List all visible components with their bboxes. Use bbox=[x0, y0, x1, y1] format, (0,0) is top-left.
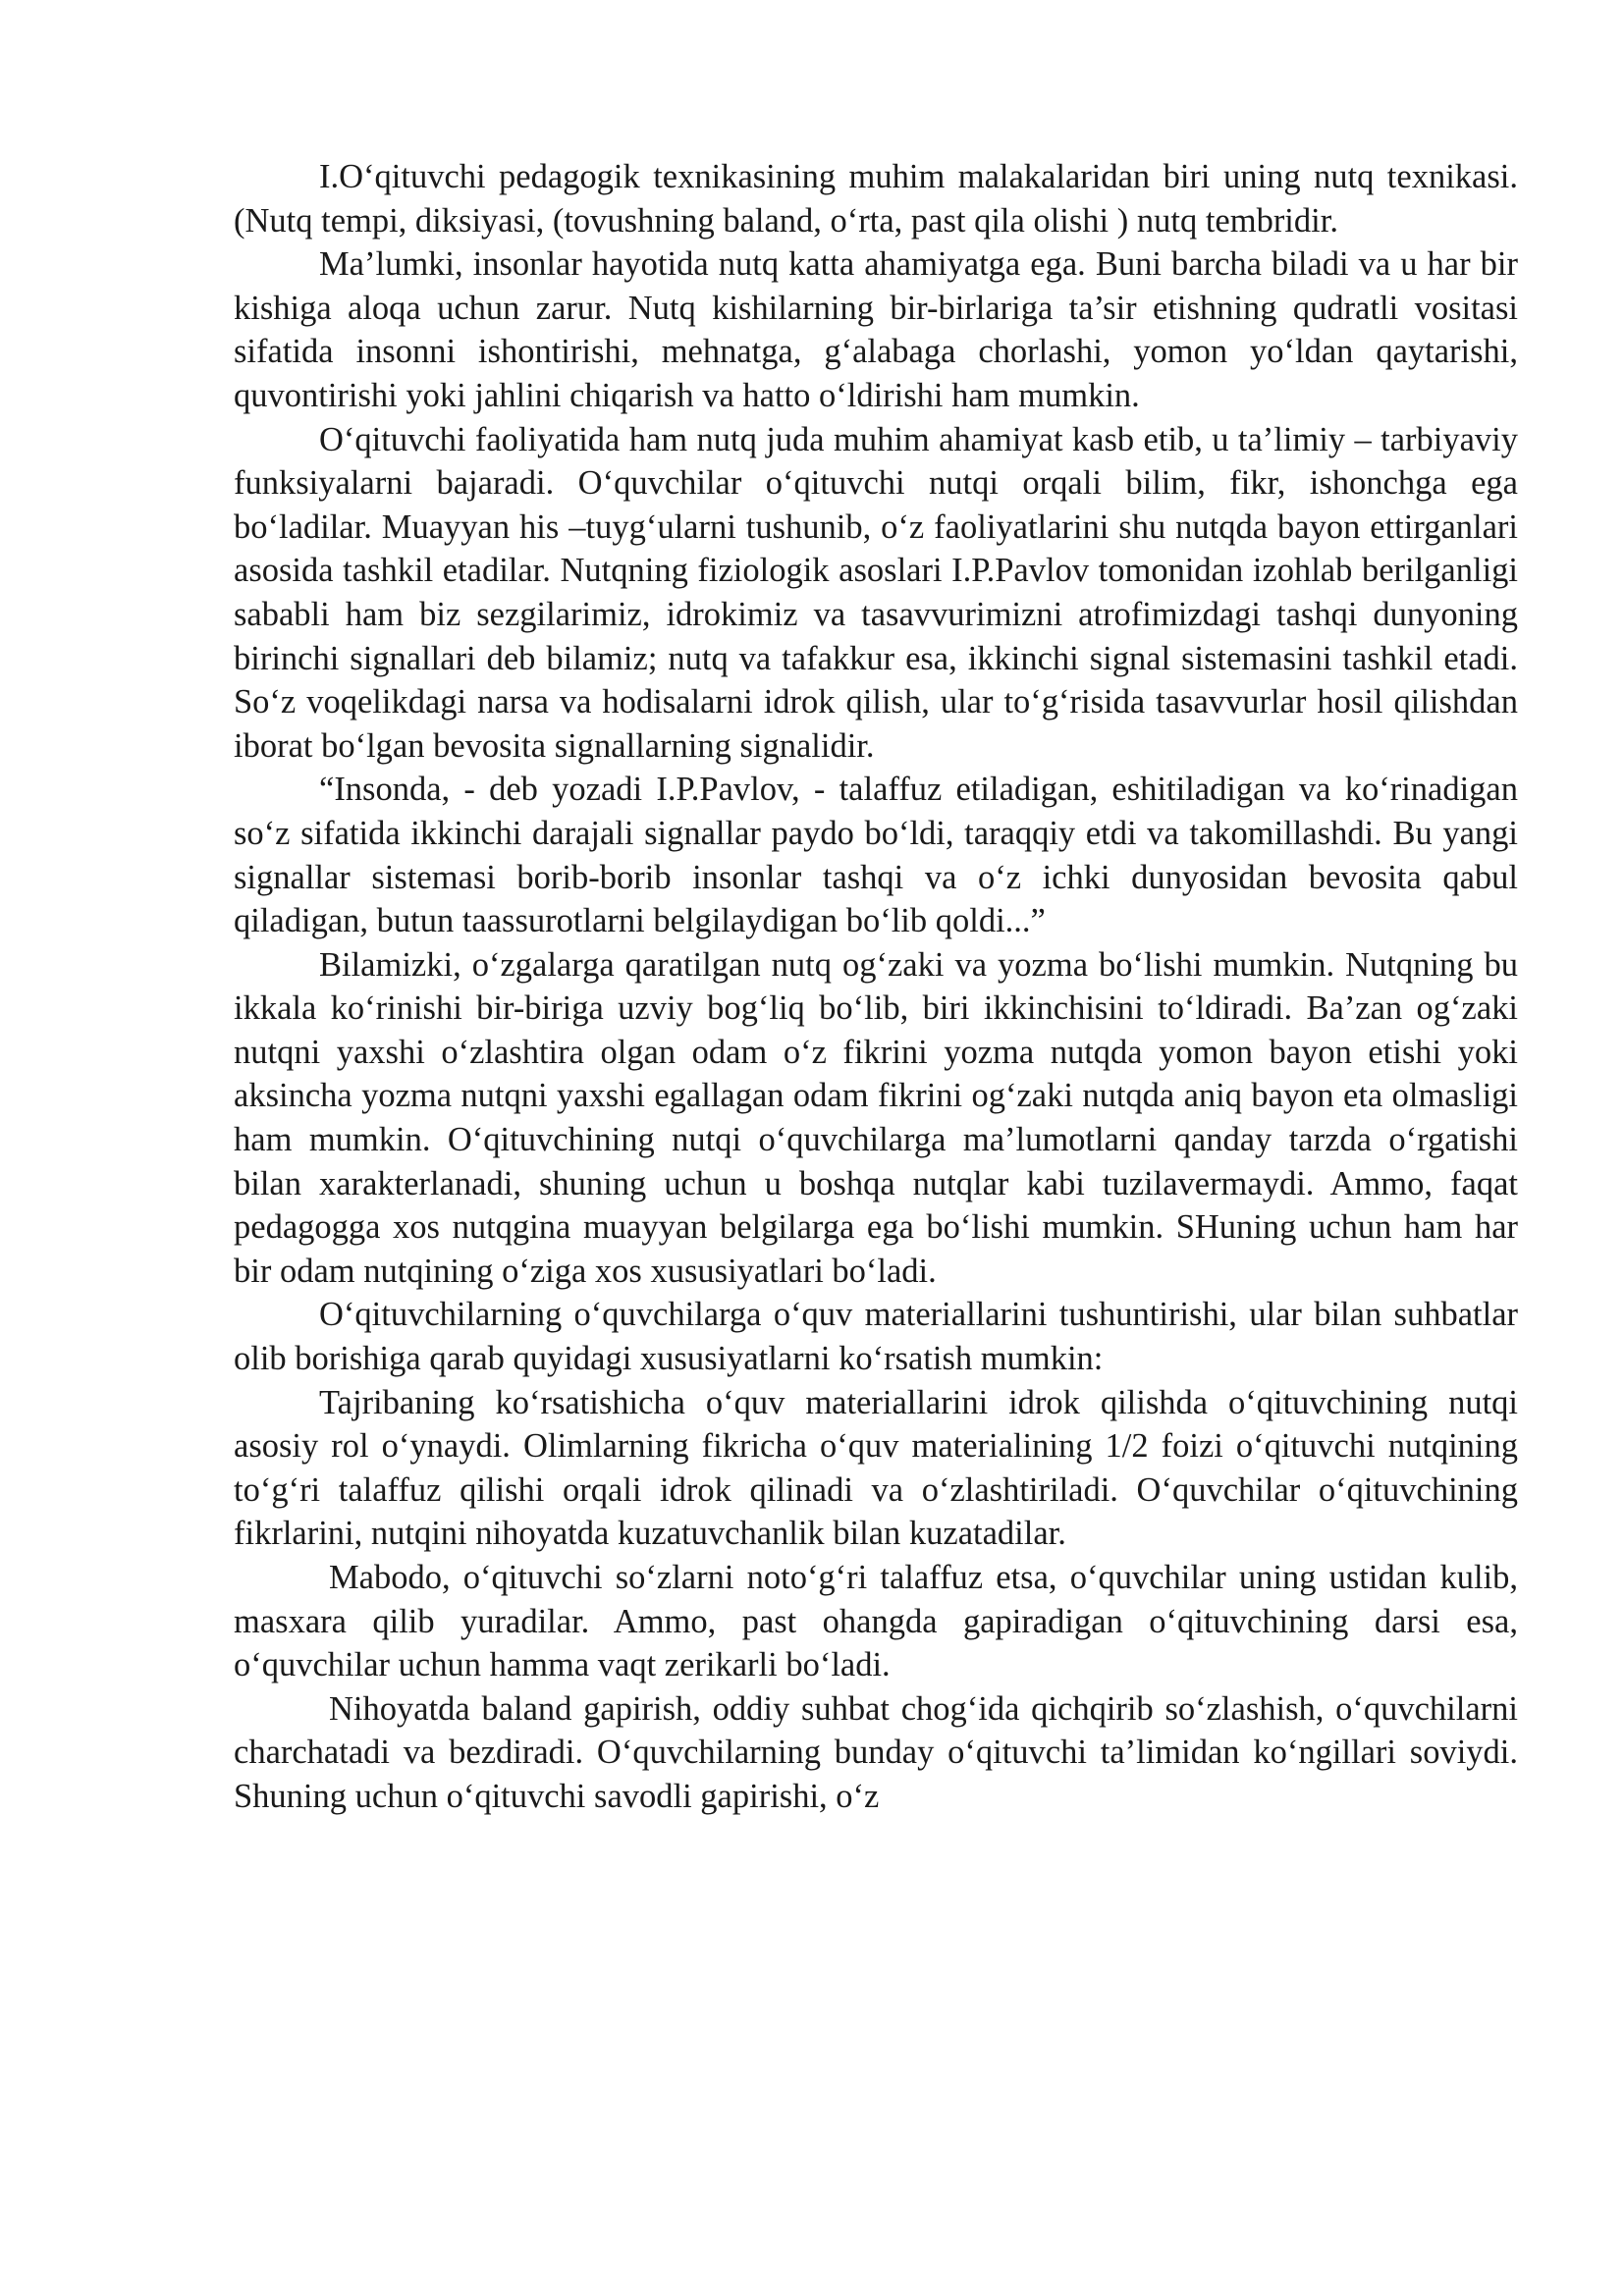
paragraph-6: O‘qituvchilarning o‘quvchilarga o‘quv materiallarini tushuntirishi, ular bilan suhbatlar olib borishiga qarab quyidagi xususiyatlarni ko‘rsatish mumkin: bbox=[234, 1296, 1518, 1378]
paragraph-7: Tajribaning ko‘rsatishicha o‘quv materiallarini idrok qilishda o‘qituvchining nutqi asosiy rol o‘ynaydi. Olimlarning fikricha o‘quv materialining 1/2 foizi o‘qituvchi nutqining to‘g‘ri talaffuz qilishi orqali idrok qilinadi va o‘zlashtiriladi. O‘quvchilar o‘qituvchining fikrlarini, nutqini nihoyatda kuzatuvchanlik bilan kuzatadilar. bbox=[234, 1383, 1518, 1553]
paragraph-5: Bilamizki, o‘zgalarga qaratilgan nutq og‘zaki va yozma bo‘lishi mumkin. Nutqning bu ikkala ko‘rinishi bir-biriga uzviy bog‘liq bo‘lib, biri ikkinchisini to‘ldiradi. Ba’zan og‘zaki nutqni yaxshi o‘zlashtira olgan odam o‘z fikrini yozma nutqda yomon bayon etishi yoki aksincha yozma nutqni yaxshi egallagan odam fikrini og‘zaki nutqda aniq bayon eta olmasligi ham mumkin. O‘qituvchining nutqi o‘quvchilarga ma’lumotlarni qanday tarzda o‘rgatishi bilan xarakterlanadi, shuning uchun u boshqa nutqlar kabi tuzilavermaydi. Ammo, faqat pedagogga xos nutqgina muayyan belgilarga ega bo‘lishi mumkin. SHuning uchun ham har bir odam nutqining o‘ziga xos xususiyatlari bo‘ladi. bbox=[234, 945, 1518, 1290]
paragraph-8: Mabodo, o‘qituvchi so‘zlarni noto‘g‘ri talaffuz etsa, o‘quvchilar uning ustidan kulib, masxara qilib yuradilar. Ammo, past ohangda gapiradigan o‘qituvchining darsi esa, o‘quvchilar uchun hamma vaqt zerikarli bo‘ladi. bbox=[234, 1559, 1518, 1684]
paragraph-3: O‘qituvchi faoliyatida ham nutq juda muhim ahamiyat kasb etib, u ta’limiy – tarbiyaviy funksiyalarni bajaradi. O‘quvchilar o‘qituvchi nutqi orqali bilim, fikr, ishonchga ega bo‘ladilar. Muayyan his –tuyg‘ularni tushunib, o‘z faoliyatlarini shu nutqda bayon ettirganlari asosida tashkil etadilar. Nutqning fiziologik asoslari I.P.Pavlov tomonidan izohlab berilganligi sababli ham biz sezgilarimiz, idrokimiz va tasavvurimizni atrofimizdagi tashqi dunyoning birinchi signallari deb bilamiz; nutq va tafakkur esa, ikkinchi signal sistemasini tashkil etadi. So‘z voqelikdagi narsa va hodisalarni idrok qilish, ular to‘g‘risida tasavvurlar hosil qilishdan iborat bo‘lgan bevosita signallarning signalidir. bbox=[234, 420, 1518, 765]
paragraph-2: Ma’lumki, insonlar hayotida nutq katta ahamiyatga ega. Buni barcha biladi va u har bir kishiga aloqa uchun zarur. Nutq kishilarning bir-birlariga ta’sir etishning qudratli vositasi sifatida insonni ishontirishi, mehnatga, g‘alabaga chorlashi, yomon yo‘ldan qaytarishi, quvontirishi yoki jahlini chiqarish va hatto o‘ldirishi ham mumkin. bbox=[234, 245, 1518, 414]
paragraph-9: Nihoyatda baland gapirish, oddiy suhbat chog‘ida qichqirib so‘zlashish, o‘quvchilarni charchatadi va bezdiradi. O‘quvchilarning bunday o‘qituvchi ta’limidan ko‘ngillari soviydi. Shuning uchun o‘qituvchi savodli gapirishi, o‘z bbox=[234, 1689, 1518, 1815]
paragraph-4: “Insonda, - deb yozadi I.P.Pavlov, - talaffuz etiladigan, eshitiladigan va ko‘rinadigan so‘z sifatida ikkinchi darajali signallar paydo bo‘ldi, taraqqiy etdi va takomillashdi. Bu yangi signallar sistemasi borib-borib insonlar tashqi va o‘z ichki dunyosidan bevosita qabul qiladigan, butun taassurotlarni belgilaydigan bo‘lib qoldi...” bbox=[234, 771, 1518, 940]
text-body bbox=[234, 155, 1518, 1819]
paragraph-1: I.O‘qituvchi pedagogik texnikasining muhim malakalaridan biri uning nutq texnikasi. (Nutq tempi, diksiyasi, (tovushning baland, o‘rta, past qila olishi ) nutq tembridir. bbox=[234, 158, 1518, 240]
